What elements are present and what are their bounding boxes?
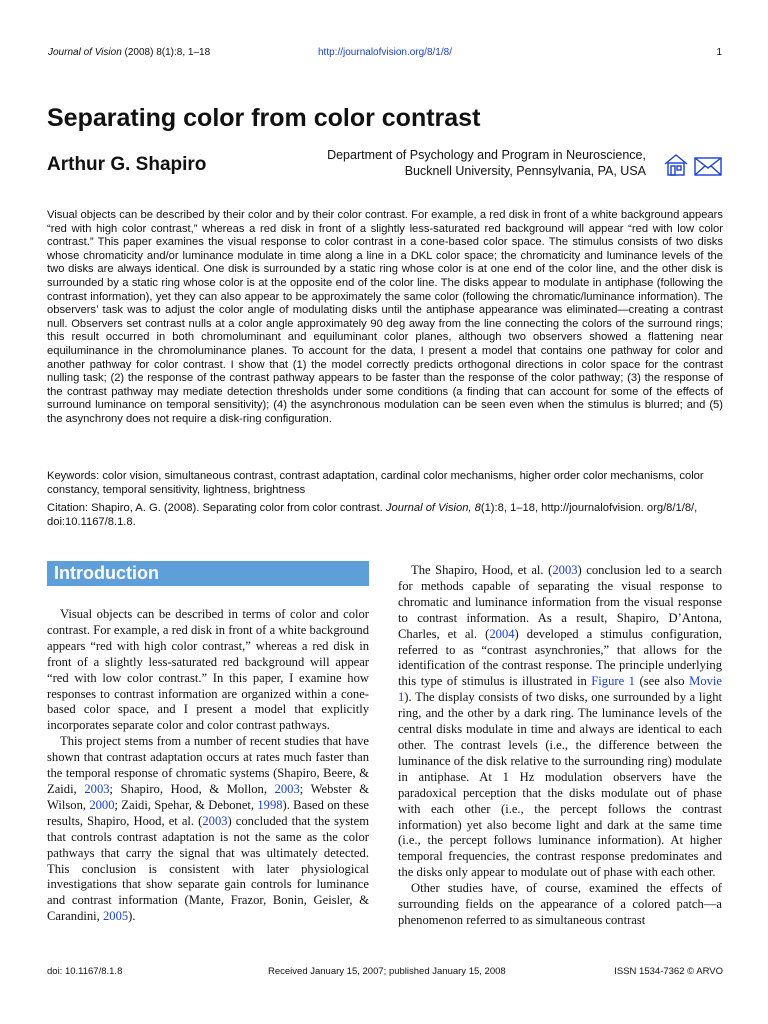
keywords: Keywords: color vision, simultaneous contrast, contrast adaptation, cardinal color mechanisms, higher order color mechanisms, color constancy, temporal sensitivity, lightness, brightness — [47, 470, 704, 496]
mail-icon[interactable] — [695, 158, 721, 175]
ref-link[interactable]: 2000 — [89, 797, 115, 812]
affiliation-line-2: Bucknell University, Pennsylvania, PA, USA — [404, 164, 646, 178]
section-heading-introduction: Introduction — [47, 561, 369, 586]
running-head — [48, 47, 722, 61]
home-icon[interactable] — [665, 155, 687, 175]
footer-issn: ISSN 1534-7362 © ARVO — [614, 966, 723, 977]
ref-link[interactable]: 2004 — [489, 626, 515, 641]
page-number: 1 — [716, 47, 722, 58]
paragraph: Visual objects can be described in terms of color and color contrast. For example, a red disk in front of a white background appears “red with high color contrast,” whereas a red disk in front of a slightly less-saturated red background will appear “red with low color contrast.” In this paper, I examine how responses to contrast information are organized within a cone-based color space, and I present a model that explicitly incorporates separate color and color contrast pathways. — [47, 607, 369, 733]
affiliation-line-1: Department of Psychology and Program in Neuroscience, — [327, 148, 646, 162]
page-footer — [47, 966, 723, 980]
paper-title: Separating color from color contrast — [47, 104, 481, 132]
citation: Citation: Shapiro, A. G. (2008). Separating color from color contrast. Journal of Vision, 8(1):8, 1–18, http://journalofvision. org/8/1/8/, doi:10.1167/8.1.8. — [47, 502, 698, 528]
footer-received: Received January 15, 2007; published January 15, 2008 — [268, 966, 506, 977]
paragraph: The Shapiro, Hood, et al. (2003) conclusion led to a search for methods capable of separating the visual response to chromatic and luminance information from the visual response to contrast information. As a result, Shapiro, D’Antona, Charles, et al. (2004) developed a stimulus configuration, referred to as “contrast asynchronies,” that allows for the identification of the contrast response. The principle underlying this type of stimulus is illustrated in Figure 1 (see also Movie 1). The display consists of two disks, one surrounded by a light ring, and the other by a dark ring. The luminance levels of the central disks modulate in time and always are identical to each other. The contrast levels (i.e., the difference between the luminance of the disk relative to the surrounding ring) modulate in antiphase. At 1 Hz modulation observers have the paradoxical perception that the disks modulate out of phase with each other (i.e., the percept follows the contrast information) yet also become light and dark at the same time (i.e., the percept follows luminance information). At higher temporal frequencies, the contrast response predominates and the disks only appear to modulate out of phase with each other. — [398, 563, 723, 880]
figure-link[interactable]: Figure 1 — [591, 674, 635, 689]
affiliation-icons — [663, 153, 723, 177]
ref-link[interactable]: 2005 — [102, 909, 129, 924]
footer-doi: doi: 10.1167/8.1.8 — [47, 966, 123, 977]
ref-link[interactable]: 2003 — [84, 781, 110, 796]
ref-link[interactable]: 2003 — [202, 813, 228, 828]
ref-link[interactable]: 2003 — [274, 781, 300, 796]
author-name: Arthur G. Shapiro — [47, 154, 207, 175]
journal-reference: Journal of Vision (2008) 8(1):8, 1–18 — [48, 47, 211, 58]
movie-link[interactable]: Movie 1 — [398, 674, 723, 705]
paragraph: Other studies have, of course, examined the effects of surrounding fields on the appearance of a colored patch—a phenomenon referred to as simultaneous contrast — [398, 881, 722, 927]
abstract: Visual objects can be described by their color and by their color contrast. For example, a red disk in front of a white background appears “red with high color contrast,” whereas a red disk in front of a slightly less-saturated red background will appear “red with low color contrast.” This paper examines the visual response to color contrast in a cone-based color space. The stimulus consists of two disks whose chromaticity and/or luminance modulate in time along a line in a DKL color space; the chromaticity and luminance levels of the two disks are always identical. One disk is surrounded by a static ring whose color is at one end of the color line, and the other disk is surrounded by a static ring whose color is at the opposite end of the color line. The disks appear to modulate in antiphase (following the contrast information), yet they can also appear to be approximately the same color (following the chromatic/luminance information). The observers’ task was to adjust the color angle of modulating disks until the antiphase appearance was eliminated—creating a contrast null. Observers set contrast nulls at a color angle approximately 90 deg away from the line connecting the colors of the surround rings; this result occurred in both chromoluminant and equiluminant color planes, although two observers showed a flattening near equiluminance in the chromoluminance planes. To account for the data, I present a model that contains one pathway for color and another pathway for color contrast. I show that (1) the model correctly predicts orthogonal directions in color space for the contrast nulling task; (2) the response of the contrast pathway appears to be faster than the response of the color pathway; (3) the response of the contrast pathway may mediate detection thresholds under some conditions (a finding that can account for some of the effects of surround luminance on temporal sensitivity); (4) the asynchronous modulation can be seen even when the stimulus is blurred; and (5) the asynchrony does not require a disk-ring configuration. — [47, 209, 723, 425]
paragraph: This project stems from a number of recent studies that have shown that contrast adaptation occurs at rates much faster than the temporal response of chromatic systems (Shapiro, Beere, & Zaidi, 2003; Shapiro, Hood, & Mollon, 2003; Webster & Wilson, 2000; Zaidi, Spehar, & Debonet, 1998). Based on these results, Shapiro, Hood, et al. (2003) concluded that the system that controls contrast adaptation is not the same as the color pathways that carry the signal that was ultimately detected. This conclusion is consistent with later physiological investigations that show separate gain controls for luminance and contrast information (Mante, Frazor, Bonin, Geisler, & Carandini, 2005). — [47, 734, 370, 924]
intro-left-column — [47, 607, 369, 925]
ref-link[interactable]: 2003 — [552, 563, 578, 577]
ref-link[interactable]: 1998 — [257, 797, 283, 812]
intro-right-column — [398, 563, 722, 929]
affiliation — [276, 147, 646, 179]
journal-url-link[interactable]: http://journalofvision.org/8/1/8/ — [318, 47, 452, 58]
